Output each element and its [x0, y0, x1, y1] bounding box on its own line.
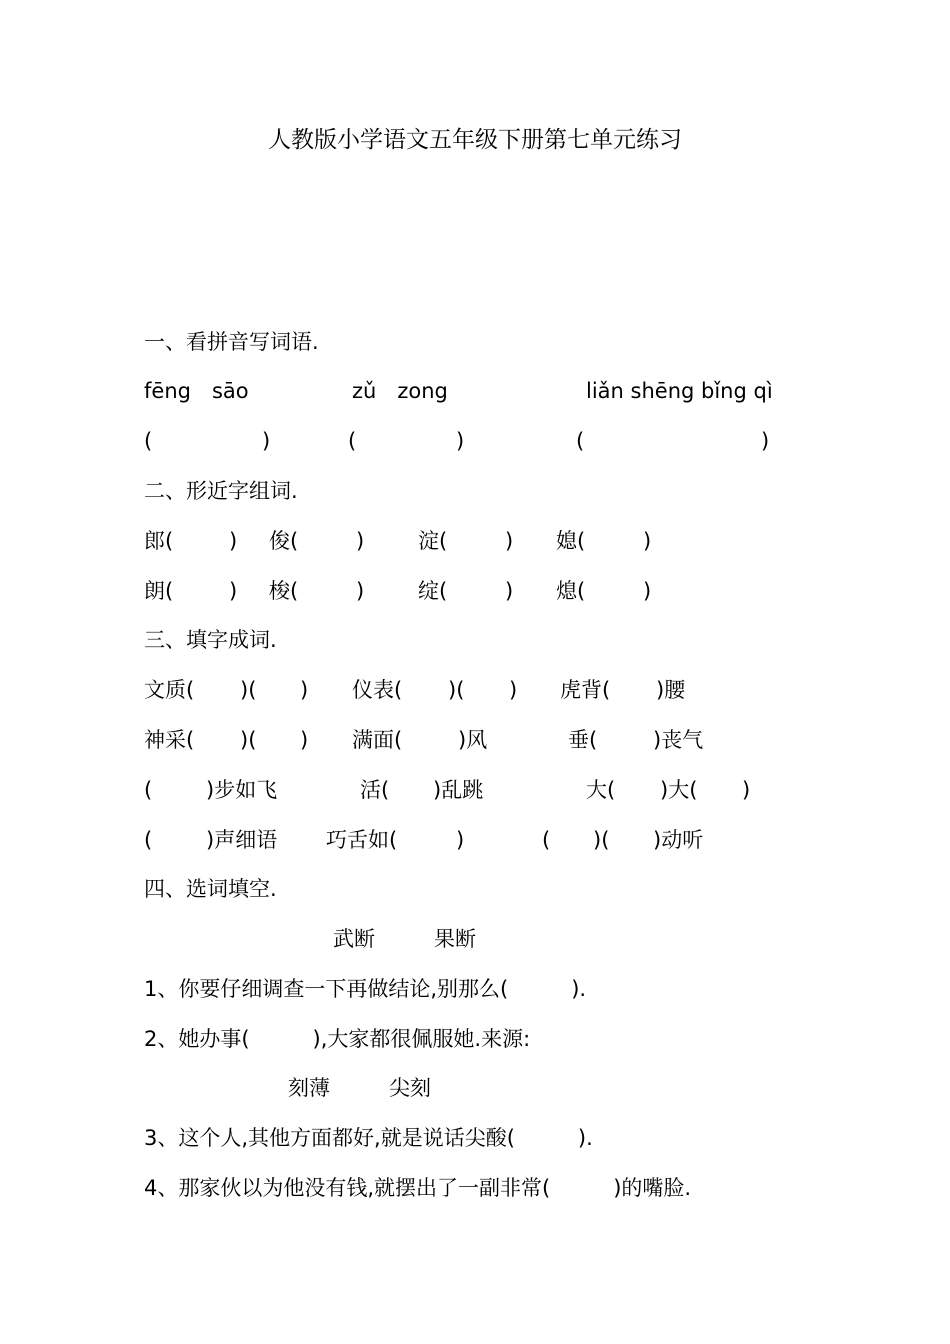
blank-3-close: )	[761, 429, 770, 453]
idiom-item: )乱跳	[433, 778, 484, 802]
word-choice-1: 武断	[333, 927, 375, 951]
word-item: )	[356, 529, 365, 553]
idiom-item: )丧气	[653, 728, 704, 752]
idiom-item: 神采(	[144, 728, 195, 752]
word-item: 俊(	[269, 529, 299, 553]
word-item: )	[505, 529, 514, 553]
idiom-item: )	[742, 778, 751, 802]
idiom-item: )	[509, 678, 518, 702]
idiom-item: 仪表(	[352, 678, 403, 702]
blank-3-open: (	[576, 429, 585, 453]
question-1: 1、你要仔细调查一下再做结论,别那么( ).	[144, 977, 587, 1001]
idiom-item: )声细语	[206, 828, 278, 852]
question-4: 4、那家伙以为他没有钱,就摆出了一副非常( )的嘴脸.	[144, 1176, 692, 1200]
section-2-heading: 二、形近字组词.	[144, 479, 298, 503]
word-item: 朗(	[144, 579, 174, 603]
word-item: )	[643, 529, 652, 553]
idiom-item: 巧舌如(	[326, 828, 398, 852]
pinyin-3: liǎn shēng bǐng qì	[586, 379, 773, 403]
word-item: 郎(	[144, 529, 174, 553]
question-3: 3、这个人,其他方面都好,就是说话尖酸( ).	[144, 1126, 593, 1150]
section-3-heading: 三、填字成词.	[144, 628, 277, 652]
idiom-item: )腰	[656, 678, 686, 702]
idiom-item: )	[300, 678, 309, 702]
word-choice-3: 刻薄	[288, 1076, 330, 1100]
idiom-item: 大(	[586, 778, 616, 802]
idiom-item: (	[144, 778, 153, 802]
word-item: )	[356, 579, 365, 603]
word-item: 媳(	[556, 529, 586, 553]
idiom-item: )	[300, 728, 309, 752]
section-4-heading: 四、选词填空.	[144, 877, 277, 901]
blank-1-open: (	[144, 429, 153, 453]
word-item: )	[229, 579, 238, 603]
idiom-item: 活(	[360, 778, 390, 802]
idiom-item: (	[542, 828, 551, 852]
word-choice-4: 尖刻	[389, 1076, 431, 1100]
idiom-item: )	[456, 828, 465, 852]
word-item: 梭(	[269, 579, 299, 603]
idiom-item: 垂(	[568, 728, 598, 752]
idiom-item: )风	[458, 728, 488, 752]
idiom-item: )大(	[660, 778, 698, 802]
word-choice-2: 果断	[434, 927, 476, 951]
word-item: )	[505, 579, 514, 603]
idiom-item: )(	[240, 728, 257, 752]
page-title: 人教版小学语文五年级下册第七单元练习	[268, 127, 682, 153]
idiom-item: 文质(	[144, 678, 195, 702]
word-item: 熄(	[556, 579, 586, 603]
section-1-heading: 一、看拼音写词语.	[144, 330, 319, 354]
idiom-item: )(	[240, 678, 257, 702]
word-item: )	[643, 579, 652, 603]
blank-2-open: (	[348, 429, 357, 453]
idiom-item: )(	[593, 828, 610, 852]
blank-2-close: )	[456, 429, 465, 453]
idiom-item: 满面(	[352, 728, 403, 752]
idiom-item: )动听	[653, 828, 704, 852]
pinyin-1: fēng sāo	[144, 379, 249, 403]
question-2: 2、她办事( ),大家都很佩服她.来源:	[144, 1027, 531, 1051]
idiom-item: )(	[448, 678, 465, 702]
word-item: )	[229, 529, 238, 553]
idiom-item: 虎背(	[560, 678, 611, 702]
pinyin-2: zǔ zong	[352, 379, 448, 403]
idiom-item: (	[144, 828, 153, 852]
idiom-item: )步如飞	[206, 778, 278, 802]
word-item: 淀(	[418, 529, 448, 553]
word-item: 绽(	[418, 579, 448, 603]
blank-1-close: )	[262, 429, 271, 453]
